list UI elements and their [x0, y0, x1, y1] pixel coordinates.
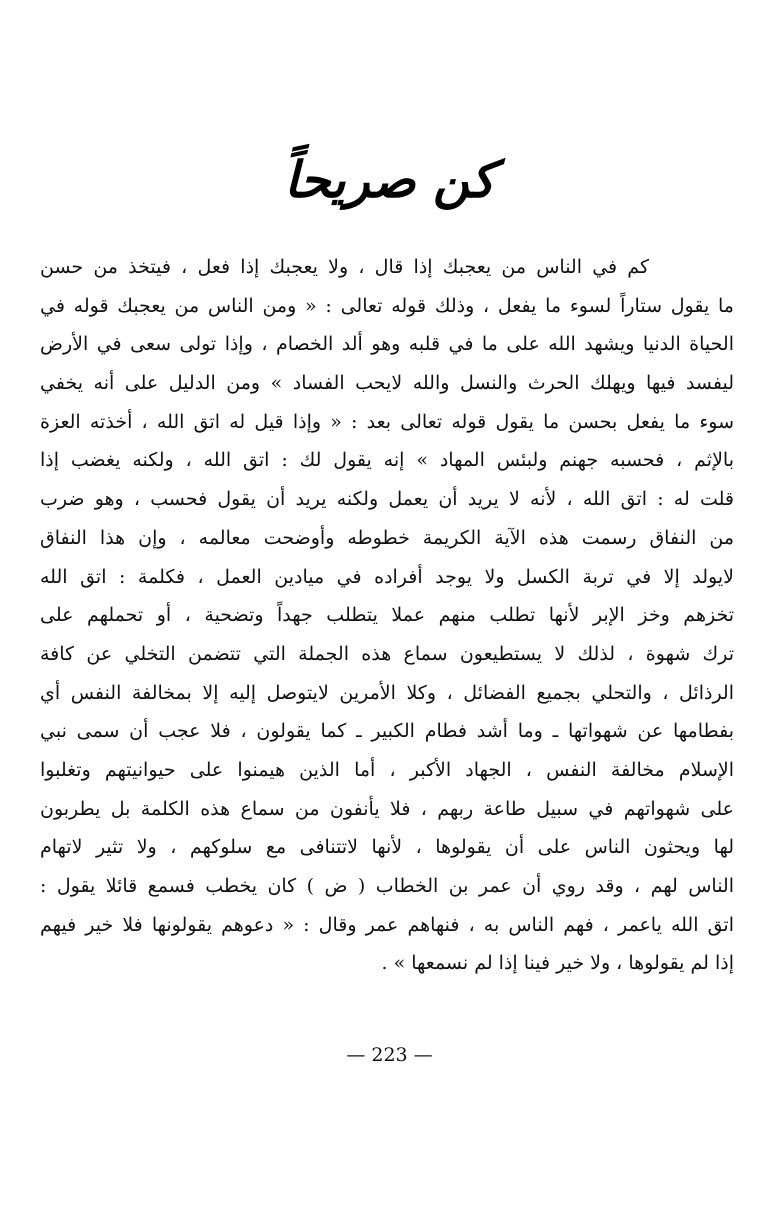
text-line: اتق الله ياعمر ، فهم الناس به ، فنهاهم عمر وقال : « دعوهم يقولونها فلا خير فيهم — [40, 913, 734, 936]
text-line: ما يقول ستاراً لسوء ما يفعل ، وذلك قوله تعالى : « ومن الناس من يعجبك قوله في — [40, 294, 734, 317]
text-line: بالإثم ، فحسبه جهنم ولبئس المهاد » إنه يقول لك : اتق الله ، ولكنه يغضب إذا — [40, 449, 734, 472]
text-line: قلت له : اتق الله ، لأنه لا يريد أن يعمل ولكنه يريد أن يقول فحسب ، وهو ضرب — [40, 488, 734, 511]
page-number: — 223 — — [346, 1044, 433, 1066]
page-title: كن صريحاً — [284, 151, 495, 209]
text-line: الناس لهم ، وقد روي أن عمر بن الخطاب ( ض ) كان يخطب فسمع قائلا يقول : — [40, 875, 734, 897]
text-line: الرذائل ، والتحلي بجميع الفضائل ، وكلا الأمرين لايتوصل إليه إلا بمخالفة النفس أي — [40, 681, 734, 704]
text-line: ليفسد فيها ويهلك الحرث والنسل والله لايحب الفساد » ومن الدليل على أنه يخفي — [40, 372, 734, 395]
text-line: بفطامها عن شهواتها ـ وما أشد فطام الكبير ـ كما يقولون ، فلا عجب أن سمى نبي — [40, 720, 734, 743]
text-line: تخزهم وخز الإبر لأنها تطلب منهم عملا يتطلب جهداً وتضحية ، أو تحملهم على — [40, 604, 734, 627]
text-line: الحياة الدنيا ويشهد الله على ما في قلبه وهو ألد الخصام ، وإذا تولى سعى في الأرض — [40, 333, 734, 356]
text-line: على شهواتهم في سبيل طاعة ربهم ، فلا يأنفون من سماع هذه الكلمة بل يطربون — [40, 797, 734, 820]
text-line: الإسلام مخالفة النفس ، الجهاد الأكبر ، أما الذين هيمنوا على حيوانيتهم وتغلبوا — [40, 758, 734, 781]
text-line: لايولد إلا في تربة الكسل ولا يوجد أفراده في ميادين العمل ، فكلمة : اتق الله — [40, 565, 734, 588]
text-line: من النفاق رسمت هذه الآية الكريمة خطوطه وأوضحت معالمه ، وإن هذا النفاق — [40, 526, 734, 549]
body-paragraph — [40, 248, 734, 983]
text-line: ترك شهوة ، لذلك لا يستطيعون سماع هذه الجملة التي تتضمن التخلي عن كافة — [40, 642, 734, 665]
text-line: كم في الناس من يعجبك إذا قال ، ولا يعجبك إذا فعل ، فيتخذ من حسن — [40, 256, 649, 278]
text-line: سوء ما يفعل بحسن ما يقول قوله تعالى بعد : « وإذا قيل له اتق الله ، أخذته العزة — [40, 410, 734, 433]
text-line: إذا لم يقولوها ، ولا خير فينا إذا لم نسمعها » . — [381, 952, 734, 975]
text-line: لها ويحثون الناس على أن يقولوها ، لأنها لاتتنافى مع سلوكهم ، ولا تثير لاتهام — [40, 836, 734, 859]
